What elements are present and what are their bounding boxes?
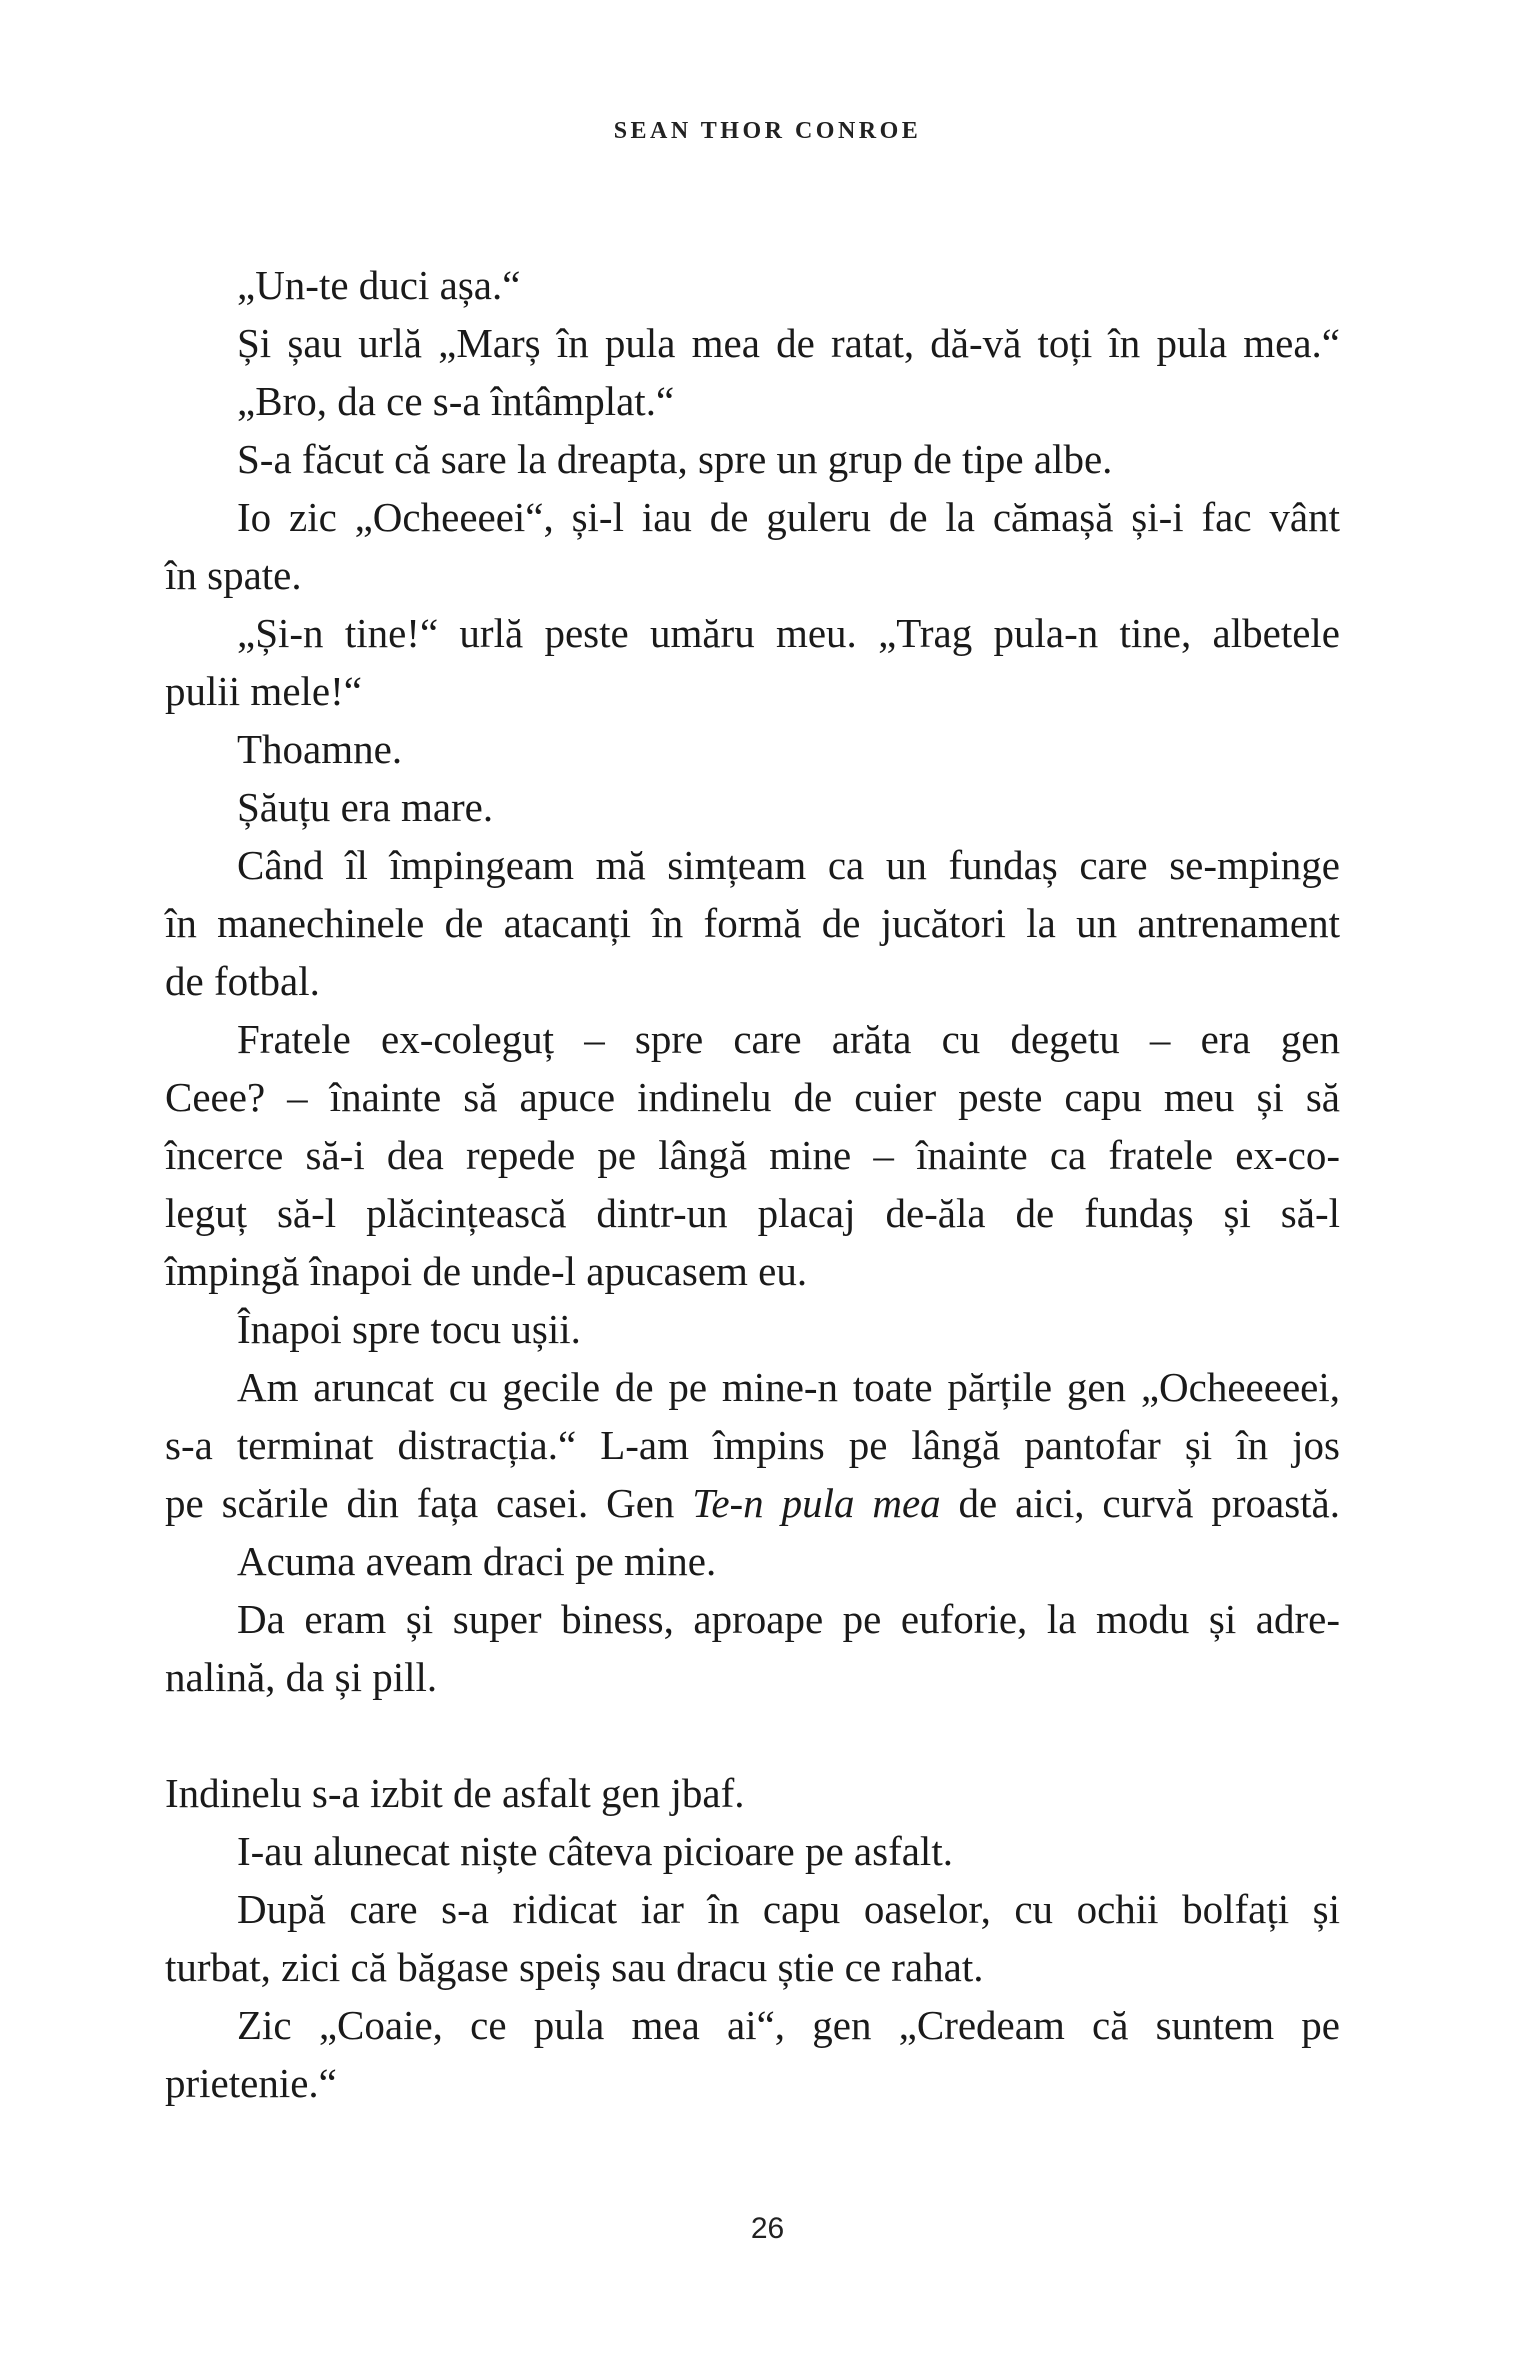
text-line: S-a făcut că sare la dreapta, spre un grup de tipe albe. (237, 436, 1113, 482)
text-line: s-a terminat distracția.“ L-am împins pe lângă pantofar și în jos (165, 1422, 1340, 1468)
text-line: Ceee? – înainte să apuce indinelu de cuier peste capu meu și să (165, 1074, 1340, 1120)
page-number: 26 (750, 2212, 785, 2245)
body-text (165, 256, 1340, 2112)
text-line: „Și-n tine!“ urlă peste umăru meu. „Trag pula-n tine, albetele (237, 610, 1340, 656)
text-line: prietenie.“ (165, 2060, 337, 2106)
text-line: Io zic „Ocheeeei“, și-l iau de guleru de la cămașă și-i fac vânt (237, 494, 1340, 540)
text-line: Fratele ex-coleguț – spre care arăta cu degetu – era gen (237, 1016, 1340, 1062)
text-run: pe scările din fața casei. Gen (165, 1480, 693, 1526)
text-line: Acuma aveam draci pe mine. (237, 1538, 717, 1584)
text-line-with-italic (165, 1474, 1340, 1532)
text-line: Da eram și super biness, aproape pe euforie, la modu și adre- (237, 1596, 1340, 1642)
text-line: Zic „Coaie, ce pula mea ai“, gen „Credeam că suntem pe (237, 2002, 1340, 2048)
text-line: Am aruncat cu gecile de pe mine-n toate părțile gen „Ocheeeeei, (237, 1364, 1340, 1410)
running-header: SEAN THOR CONROE (613, 118, 922, 144)
text-line: în spate. (165, 552, 302, 598)
text-line: Șăuțu era mare. (237, 784, 494, 830)
italic-text-run: Te-n pula mea (692, 1480, 941, 1526)
text-line: Thoamne. (237, 726, 403, 772)
text-line: Indinelu s-a izbit de asfalt gen jbaf. (165, 1770, 745, 1816)
text-line: „Bro, da ce s-a întâmplat.“ (237, 378, 675, 424)
text-line: I-au alunecat niște câteva picioare pe asfalt. (237, 1828, 953, 1874)
text-line: de fotbal. (165, 958, 320, 1004)
text-line: „Un-te duci așa.“ (237, 262, 521, 308)
text-line: Și șau urlă „Marș în pula mea de ratat, dă-vă toți în pula mea.“ (237, 320, 1340, 366)
text-line: împingă înapoi de unde-l apucasem eu. (165, 1248, 808, 1294)
text-line: turbat, zici că băgase speiș sau dracu știe ce rahat. (165, 1944, 984, 1990)
text-line: leguț să-l plăcințească dintr-un placaj de-ăla de fundaș și să-l (165, 1190, 1340, 1236)
text-line: După care s-a ridicat iar în capu oaselor, cu ochii bolfați și (237, 1886, 1340, 1932)
text-run: de aici, curvă proastă. (940, 1480, 1340, 1526)
text-line: pulii mele!“ (165, 668, 362, 714)
text-line: Înapoi spre tocu ușii. (237, 1306, 581, 1352)
text-line: în manechinele de atacanți în formă de jucători la un antrenament (165, 900, 1340, 946)
text-line: Când îl împingeam mă simțeam ca un fundaș care se-mpinge (237, 842, 1340, 888)
text-line: încerce să-i dea repede pe lângă mine – înainte ca fratele ex-co- (165, 1132, 1340, 1178)
text-line: nalină, da și pill. (165, 1654, 438, 1700)
section-break (165, 1706, 1340, 1764)
